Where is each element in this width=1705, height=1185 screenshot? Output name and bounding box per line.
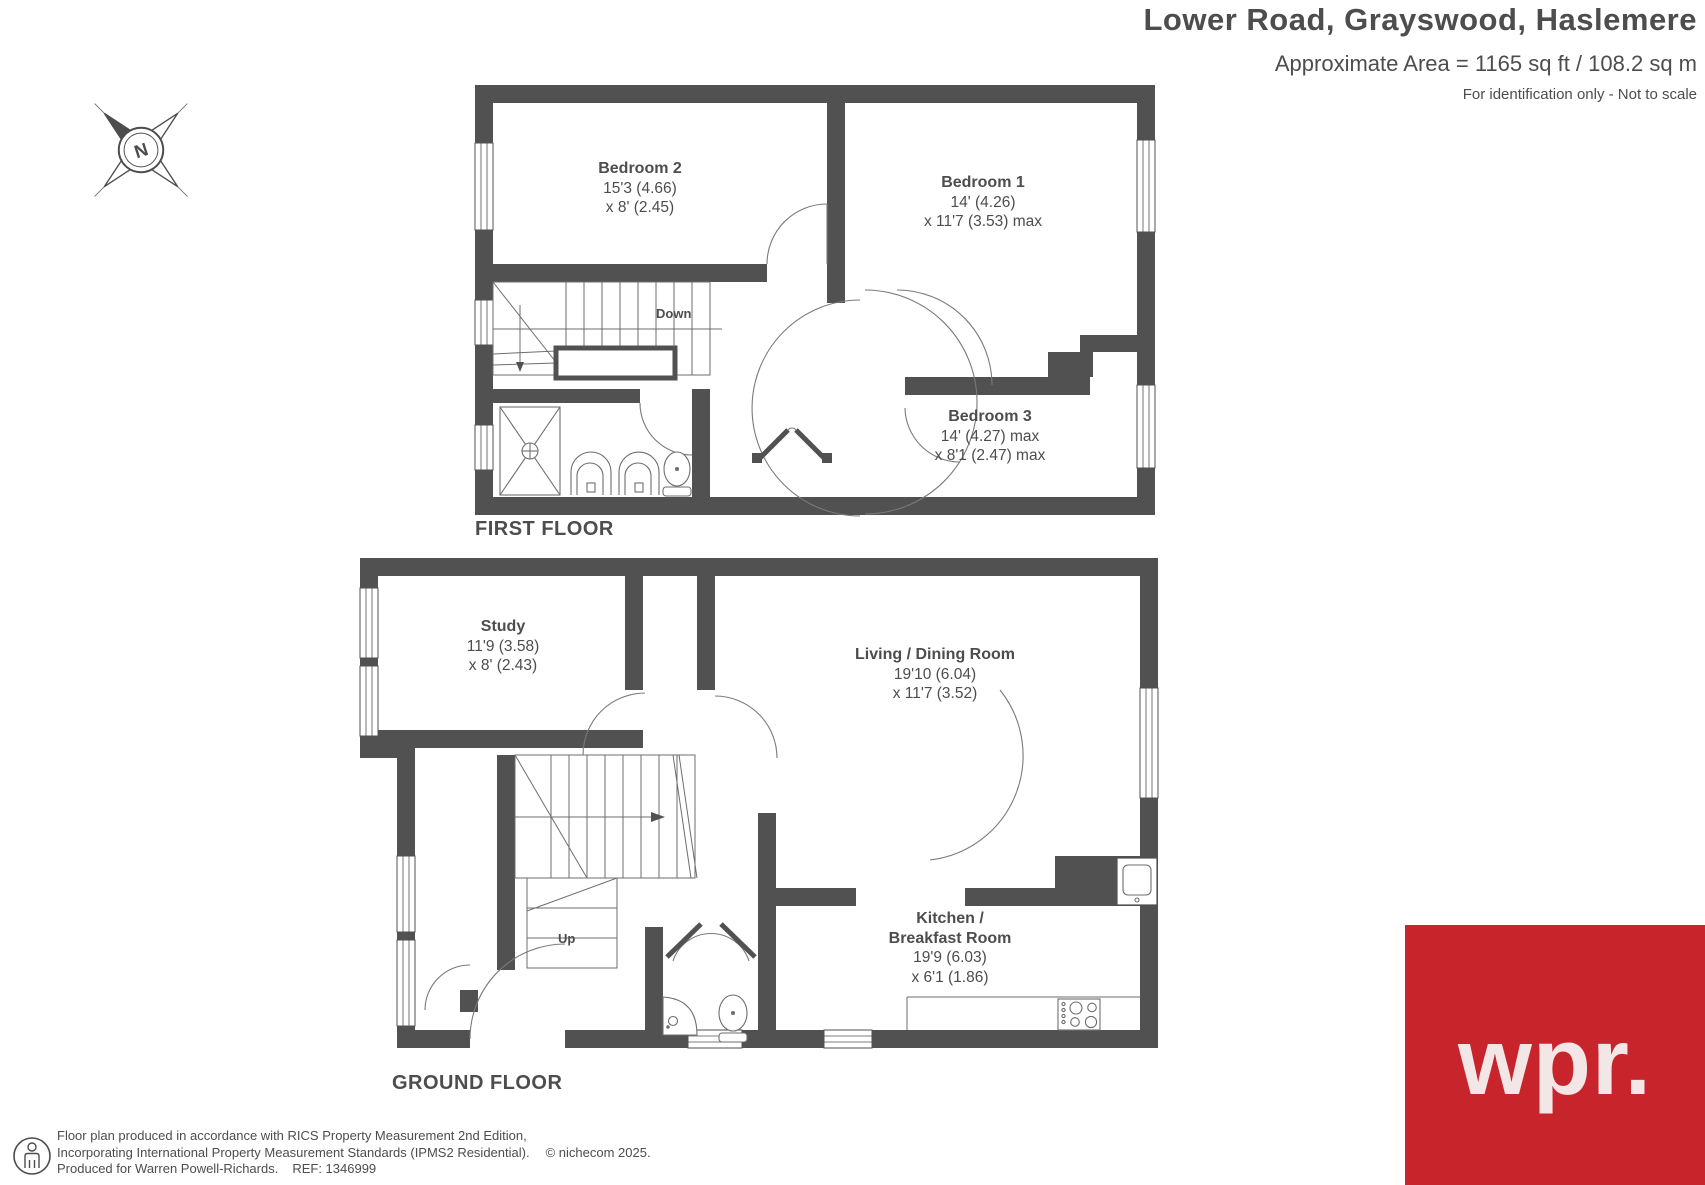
bedroom2-door-arc [767,204,827,264]
kitchen-hob-icon [1058,999,1100,1030]
bedroom1-door-arc [897,290,992,385]
footer-disclaimer [57,1128,651,1178]
kitchen-sink-icon [1117,858,1157,905]
bath-toilet-icon [663,452,691,496]
kitchen-counter [907,997,1140,1030]
wc-toilet-icon [719,995,747,1042]
page-title: Lower Road, Grayswood, Haslemere [1143,2,1697,37]
study-label: Study 11'9 (3.58) x 8' (2.43) [466,617,540,674]
footer-line2: Incorporating International Property Measurement Standards (IPMS2 Residential). © nichecom 2025. [57,1144,651,1160]
living-dining-label: Living / Dining Room 19'10 (6.04) x 11'7 (3.52) [855,645,1015,702]
gf-stairs-arrow [651,812,665,822]
wpr-logo [1405,925,1705,1185]
cupboard-door-arc [788,428,796,430]
ff-windows [475,140,1155,470]
reference-number: REF: 1346999 [292,1161,377,1176]
bathroom-door-arc [640,403,692,455]
approximate-area-text: Approximate Area = 1165 sq ft / 108.2 sq m [1274,51,1697,76]
identification-note-text: For identification only - Not to scale [1462,86,1697,103]
landing-door-arc-right [865,290,977,514]
bath-sink-2-icon [619,452,659,495]
bedroom3-label: Bedroom 3 14' (4.27) max x 8'1 (2.47) max [934,407,1046,464]
compass-north-letter: N [131,138,151,163]
landing-door-arc-left [752,300,860,516]
ff-stairs-arrow [516,362,524,372]
compass-rose [83,92,199,208]
stairs-up-label: Up [558,931,576,946]
gf-stairs [515,755,697,968]
living-door-arc [715,696,777,758]
front-door-arc-big [470,944,565,1039]
stairs-down-label: Down [656,306,692,321]
wc-basin-icon [663,997,697,1035]
first-floor-plan [470,80,1160,520]
living-big-door-arc [930,690,1023,860]
bedroom1-label: Bedroom 1 14' (4.26) x 11'7 (3.53) max [923,173,1043,230]
person-icon [12,1130,54,1182]
ground-floor-label: GROUND FLOOR [392,1072,563,1094]
bedroom2-label: Bedroom 2 15'3 (4.66) x 8' (2.45) [598,159,682,216]
kitchen-breakfast-label: Kitchen / Breakfast Room 19'9 (6.03) x 6'1 (1.86) [888,910,1012,986]
shower-icon [500,407,560,495]
wc-door-leaves [667,924,755,957]
ff-stairs-cupboard [556,348,675,378]
header [1143,2,1697,103]
ff-cupboard-doors [760,430,824,458]
copyright-text: © nichecom 2025. [545,1144,651,1160]
bath-sink-1-icon [571,452,611,495]
footer-line1: Floor plan produced in accordance with RICS Property Measurement 2nd Edition, [57,1128,527,1143]
footer-line3: Produced for Warren Powell-Richards. REF: 1346999 [57,1161,377,1176]
first-floor-label: FIRST FLOOR [475,518,614,540]
wpr-logo-text: wpr. [1457,1008,1653,1115]
